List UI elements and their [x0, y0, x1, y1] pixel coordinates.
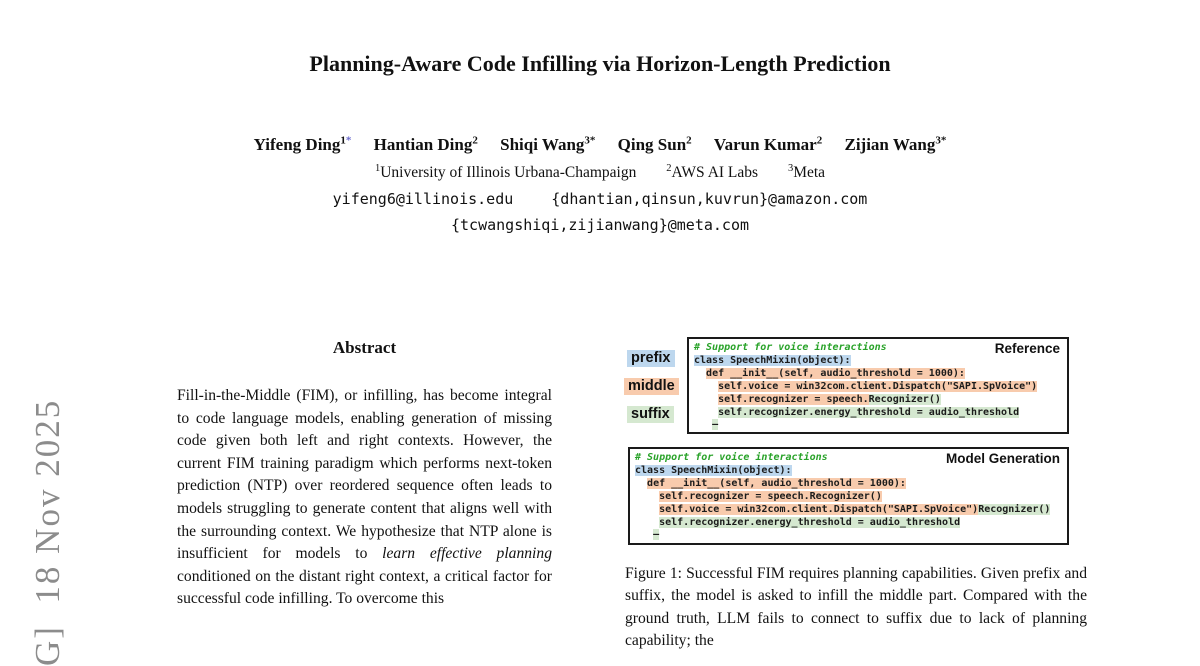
reference-code-box [687, 337, 1069, 434]
email-meta: {tcwangshiqi,zijianwang}@meta.com [450, 216, 749, 234]
prefix-label: prefix [627, 350, 675, 367]
suffix-label: suffix [627, 406, 674, 423]
reference-box-title: Reference [990, 341, 1060, 356]
author-name: Qing Sun$^2$ [617, 134, 692, 154]
model-generation-code-box [628, 447, 1069, 545]
affiliation-line [0, 163, 1200, 182]
reference-code: # Support for voice interactions class SpeechMixin(object): def __init__(self, audio_threshold = 1000): self.voice = win32com.client.Dispatch("SAPI.SpVoice") self.recognizer = speech.Recognizer() self.recognizer.energy_threshold = audio_threshold – [694, 342, 1038, 431]
author-name: Yifeng Ding$^{1*}$ [253, 134, 352, 154]
email-line-2 [0, 216, 1200, 234]
author-name: Shiqi Wang$^{3*}$ [500, 134, 596, 154]
email-amazon: {dhantian,qinsun,kuvrun}@amazon.com [551, 190, 868, 208]
email-line-1 [0, 190, 1200, 208]
figure-caption: Figure 1: Successful FIM requires planning capabilities. Given prefix and suffix, the model is asked to infill the middle part. Compared with the ground truth, LLM fails to connect to suffix due to lack of planning capability; the [625, 565, 1087, 650]
model-generation-code: # Support for voice interactions class SpeechMixin(object): def __init__(self, audio_threshold = 1000): self.recognizer = speech.Recognizer() self.voice = win32com.client.Dispatch("SAPI.SpVoice")Recognizer() self.recognizer.energy_threshold = audio_threshold – [635, 452, 1051, 541]
affiliation: $^1$University of Illinois Urbana-Champaign [374, 163, 637, 182]
abstract-italic-phrase: learn effective planning [382, 545, 552, 563]
affiliation: $^3$Meta [787, 163, 826, 182]
abstract-heading: Abstract [332, 338, 397, 357]
arxiv-watermark: G] 18 Nov 2025 [28, 398, 67, 666]
email-illinois: yifeng6@illinois.edu [332, 190, 514, 208]
affiliation: $^2$AWS AI Labs [666, 163, 759, 182]
author-name: Zijian Wang$^{3*}$ [844, 134, 947, 154]
paper-title: Planning-Aware Code Infilling via Horizon-Length Prediction [309, 51, 891, 76]
author-name: Hantian Ding$^2$ [373, 134, 478, 154]
author-line [0, 134, 1200, 155]
footnote-star: * [345, 134, 352, 146]
author-name: Varun Kumar$^2$ [713, 134, 823, 154]
middle-label: middle [624, 378, 679, 395]
abstract-text: Fill-in-the-Middle (FIM), or infilling, has become integral to code language models, enabling generation of missing code given both left and right contexts. However, the current FIM training paradigm which performs next-token prediction (NTP) over reordered sequence often leads to models struggling to generate content that aligns well with the surrounding context. We hypothesize that NTP alone is insufficient for models to learn effective planning conditioned on the distant right context, a critical factor for successful code infilling. To overcome this [177, 387, 552, 608]
model-generation-box-title: Model Generation [941, 451, 1060, 466]
